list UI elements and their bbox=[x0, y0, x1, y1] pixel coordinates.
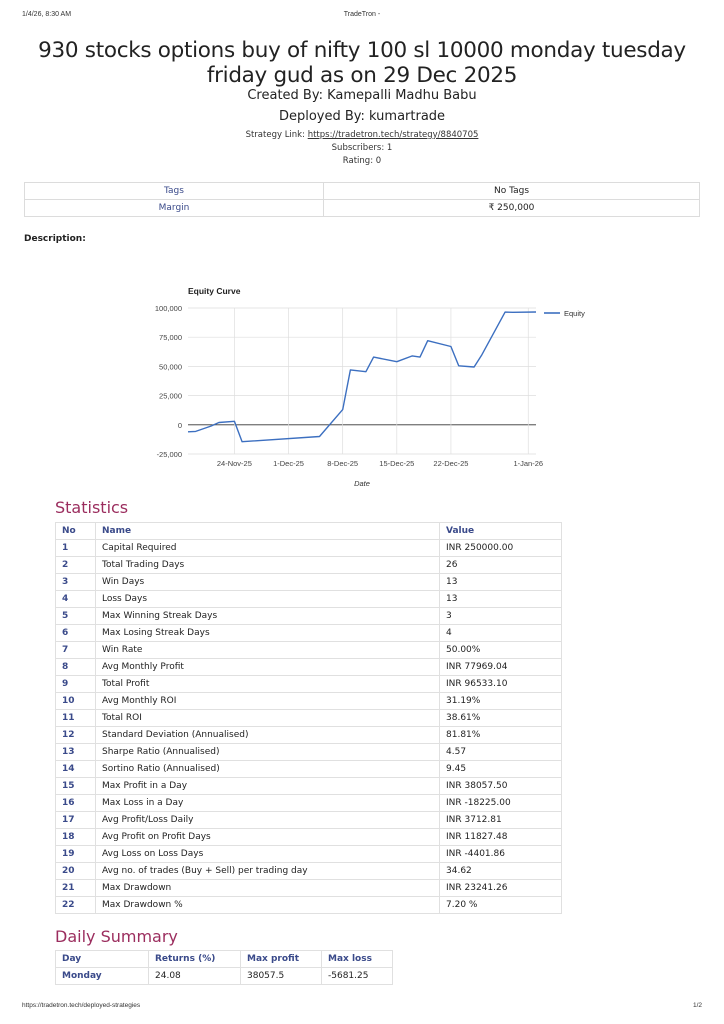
stat-name: Avg Profit on Profit Days bbox=[96, 829, 440, 846]
statistics-row bbox=[56, 897, 562, 914]
tags-value: No Tags bbox=[324, 183, 700, 200]
margin-row bbox=[25, 200, 700, 217]
stat-name: Avg Monthly ROI bbox=[96, 693, 440, 710]
statistics-row bbox=[56, 540, 562, 557]
daily-max-profit: 38057.5 bbox=[241, 968, 322, 985]
statistics-row bbox=[56, 829, 562, 846]
statistics-row bbox=[56, 625, 562, 642]
legend-label: Equity bbox=[564, 309, 585, 318]
stat-no: 16 bbox=[56, 795, 96, 812]
stat-name: Max Loss in a Day bbox=[96, 795, 440, 812]
stat-value: INR 3712.81 bbox=[440, 812, 562, 829]
stat-name: Avg Profit/Loss Daily bbox=[96, 812, 440, 829]
daily-returns: 24.08 bbox=[149, 968, 241, 985]
statistics-row bbox=[56, 591, 562, 608]
header-day: Day bbox=[56, 951, 149, 968]
stat-name: Sortino Ratio (Annualised) bbox=[96, 761, 440, 778]
stat-no: 21 bbox=[56, 880, 96, 897]
stat-no: 6 bbox=[56, 625, 96, 642]
stat-value: 50.00% bbox=[440, 642, 562, 659]
stat-no: 11 bbox=[56, 710, 96, 727]
header-no: No bbox=[56, 523, 96, 540]
tags-table bbox=[24, 182, 700, 217]
statistics-table bbox=[55, 522, 562, 914]
stat-no: 1 bbox=[56, 540, 96, 557]
x-tick-label: 1-Dec-25 bbox=[273, 459, 304, 468]
stat-no: 7 bbox=[56, 642, 96, 659]
stat-value: 7.20 % bbox=[440, 897, 562, 914]
x-tick-label: 22-Dec-25 bbox=[433, 459, 469, 468]
chart-title: Equity Curve bbox=[188, 286, 241, 296]
stat-value: 81.81% bbox=[440, 727, 562, 744]
deployed-by: Deployed By: kumartrade bbox=[278, 109, 446, 124]
stat-no: 12 bbox=[56, 727, 96, 744]
print-url: https://tradetron.tech/deployed-strategies bbox=[22, 1002, 141, 1009]
stat-value: INR 23241.26 bbox=[440, 880, 562, 897]
stat-name: Max Drawdown bbox=[96, 880, 440, 897]
daily-summary-title: Daily Summary bbox=[55, 927, 178, 946]
daily-header-row bbox=[56, 951, 393, 968]
stat-value: 9.45 bbox=[440, 761, 562, 778]
stat-value: 38.61% bbox=[440, 710, 562, 727]
header-max-profit: Max profit bbox=[241, 951, 322, 968]
margin-key: Margin bbox=[25, 200, 324, 217]
statistics-row bbox=[56, 693, 562, 710]
description-label: Description: bbox=[24, 234, 86, 244]
stat-no: 22 bbox=[56, 897, 96, 914]
x-tick-label: 15-Dec-25 bbox=[379, 459, 415, 468]
x-tick-label: 8-Dec-25 bbox=[327, 459, 359, 468]
stat-name: Loss Days bbox=[96, 591, 440, 608]
statistics-row bbox=[56, 574, 562, 591]
daily-max-loss: -5681.25 bbox=[322, 968, 393, 985]
stat-value: INR 11827.48 bbox=[440, 829, 562, 846]
x-axis-label: Date bbox=[354, 479, 370, 488]
statistics-row bbox=[56, 812, 562, 829]
statistics-row bbox=[56, 795, 562, 812]
header-max-loss: Max loss bbox=[322, 951, 393, 968]
page-number: 1/2 bbox=[692, 1002, 702, 1009]
stat-name: Total ROI bbox=[96, 710, 440, 727]
stat-name: Sharpe Ratio (Annualised) bbox=[96, 744, 440, 761]
x-tick-label: 1-Jan-26 bbox=[513, 459, 544, 468]
statistics-row bbox=[56, 761, 562, 778]
x-tick-label: 24-Nov-25 bbox=[216, 459, 252, 468]
stat-value: 4 bbox=[440, 625, 562, 642]
stat-value: INR 77969.04 bbox=[440, 659, 562, 676]
statistics-row bbox=[56, 744, 562, 761]
stat-name: Avg Monthly Profit bbox=[96, 659, 440, 676]
tags-row bbox=[25, 183, 700, 200]
strategy-link[interactable]: https://tradetron.tech/strategy/8840705 bbox=[307, 130, 479, 140]
stat-name: Total Trading Days bbox=[96, 557, 440, 574]
stat-no: 20 bbox=[56, 863, 96, 880]
stat-value: 4.57 bbox=[440, 744, 562, 761]
stat-no: 2 bbox=[56, 557, 96, 574]
statistics-row bbox=[56, 863, 562, 880]
print-datetime: 1/4/26, 8:30 AM bbox=[22, 11, 72, 18]
y-tick-label: 50,000 bbox=[159, 362, 182, 372]
stat-value: INR 38057.50 bbox=[440, 778, 562, 795]
y-tick-label: 25,000 bbox=[159, 391, 182, 401]
y-tick-label: 100,000 bbox=[154, 304, 182, 313]
tags-key: Tags bbox=[25, 183, 324, 200]
created-by: Created By: Kamepalli Madhu Babu bbox=[247, 88, 477, 103]
statistics-row bbox=[56, 846, 562, 863]
statistics-row bbox=[56, 676, 562, 693]
daily-day: Monday bbox=[56, 968, 149, 985]
margin-value: ₹ 250,000 bbox=[324, 200, 700, 217]
stat-value: INR -18225.00 bbox=[440, 795, 562, 812]
daily-summary-table bbox=[55, 950, 393, 985]
stat-no: 17 bbox=[56, 812, 96, 829]
statistics-row bbox=[56, 608, 562, 625]
stat-name: Max Profit in a Day bbox=[96, 778, 440, 795]
stat-no: 9 bbox=[56, 676, 96, 693]
stat-no: 19 bbox=[56, 846, 96, 863]
stat-name: Max Drawdown % bbox=[96, 897, 440, 914]
y-tick-label: 0 bbox=[177, 420, 182, 430]
statistics-row bbox=[56, 880, 562, 897]
stat-value: 13 bbox=[440, 591, 562, 608]
y-tick-label: -25,000 bbox=[156, 450, 182, 459]
stat-value: INR 250000.00 bbox=[440, 540, 562, 557]
stat-name: Max Losing Streak Days bbox=[96, 625, 440, 642]
stat-no: 8 bbox=[56, 659, 96, 676]
strategy-title: 930 stocks options buy of nifty 100 sl 10000 monday tuesday friday gud as on 29 Dec 2025 bbox=[38, 38, 686, 88]
rating: Rating: 0 bbox=[342, 156, 382, 166]
header-value: Value bbox=[440, 523, 562, 540]
stat-value: 26 bbox=[440, 557, 562, 574]
statistics-row bbox=[56, 642, 562, 659]
statistics-row bbox=[56, 557, 562, 574]
stat-name: Capital Required bbox=[96, 540, 440, 557]
header-name: Name bbox=[96, 523, 440, 540]
stat-value: INR 96533.10 bbox=[440, 676, 562, 693]
stat-value: 3 bbox=[440, 608, 562, 625]
equity-curve-chart bbox=[140, 280, 600, 495]
statistics-row bbox=[56, 710, 562, 727]
stat-name: Win Rate bbox=[96, 642, 440, 659]
print-footer bbox=[22, 1002, 702, 1012]
header-returns: Returns (%) bbox=[149, 951, 241, 968]
stat-no: 3 bbox=[56, 574, 96, 591]
stat-name: Avg Loss on Loss Days bbox=[96, 846, 440, 863]
stat-value: 34.62 bbox=[440, 863, 562, 880]
statistics-row bbox=[56, 659, 562, 676]
stat-value: 13 bbox=[440, 574, 562, 591]
equity-series-line bbox=[188, 312, 536, 442]
print-page-title: TradeTron - bbox=[343, 11, 381, 18]
stat-name: Total Profit bbox=[96, 676, 440, 693]
statistics-header-row bbox=[56, 523, 562, 540]
stat-value: INR -4401.86 bbox=[440, 846, 562, 863]
subscribers-count: Subscribers: 1 bbox=[331, 143, 393, 153]
stat-no: 4 bbox=[56, 591, 96, 608]
statistics-row bbox=[56, 778, 562, 795]
strategy-link-label: Strategy Link: bbox=[245, 130, 305, 140]
stat-no: 18 bbox=[56, 829, 96, 846]
statistics-title: Statistics bbox=[55, 498, 129, 517]
stat-no: 13 bbox=[56, 744, 96, 761]
daily-row bbox=[56, 968, 393, 985]
strategy-link-line bbox=[0, 130, 724, 140]
stat-no: 5 bbox=[56, 608, 96, 625]
stat-no: 10 bbox=[56, 693, 96, 710]
stat-name: Avg no. of trades (Buy + Sell) per trading day bbox=[96, 863, 440, 880]
stat-no: 14 bbox=[56, 761, 96, 778]
stat-name: Standard Deviation (Annualised) bbox=[96, 727, 440, 744]
stat-name: Win Days bbox=[96, 574, 440, 591]
print-header bbox=[22, 11, 702, 21]
statistics-row bbox=[56, 727, 562, 744]
stat-no: 15 bbox=[56, 778, 96, 795]
stat-name: Max Winning Streak Days bbox=[96, 608, 440, 625]
stat-value: 31.19% bbox=[440, 693, 562, 710]
y-tick-label: 75,000 bbox=[159, 333, 182, 343]
